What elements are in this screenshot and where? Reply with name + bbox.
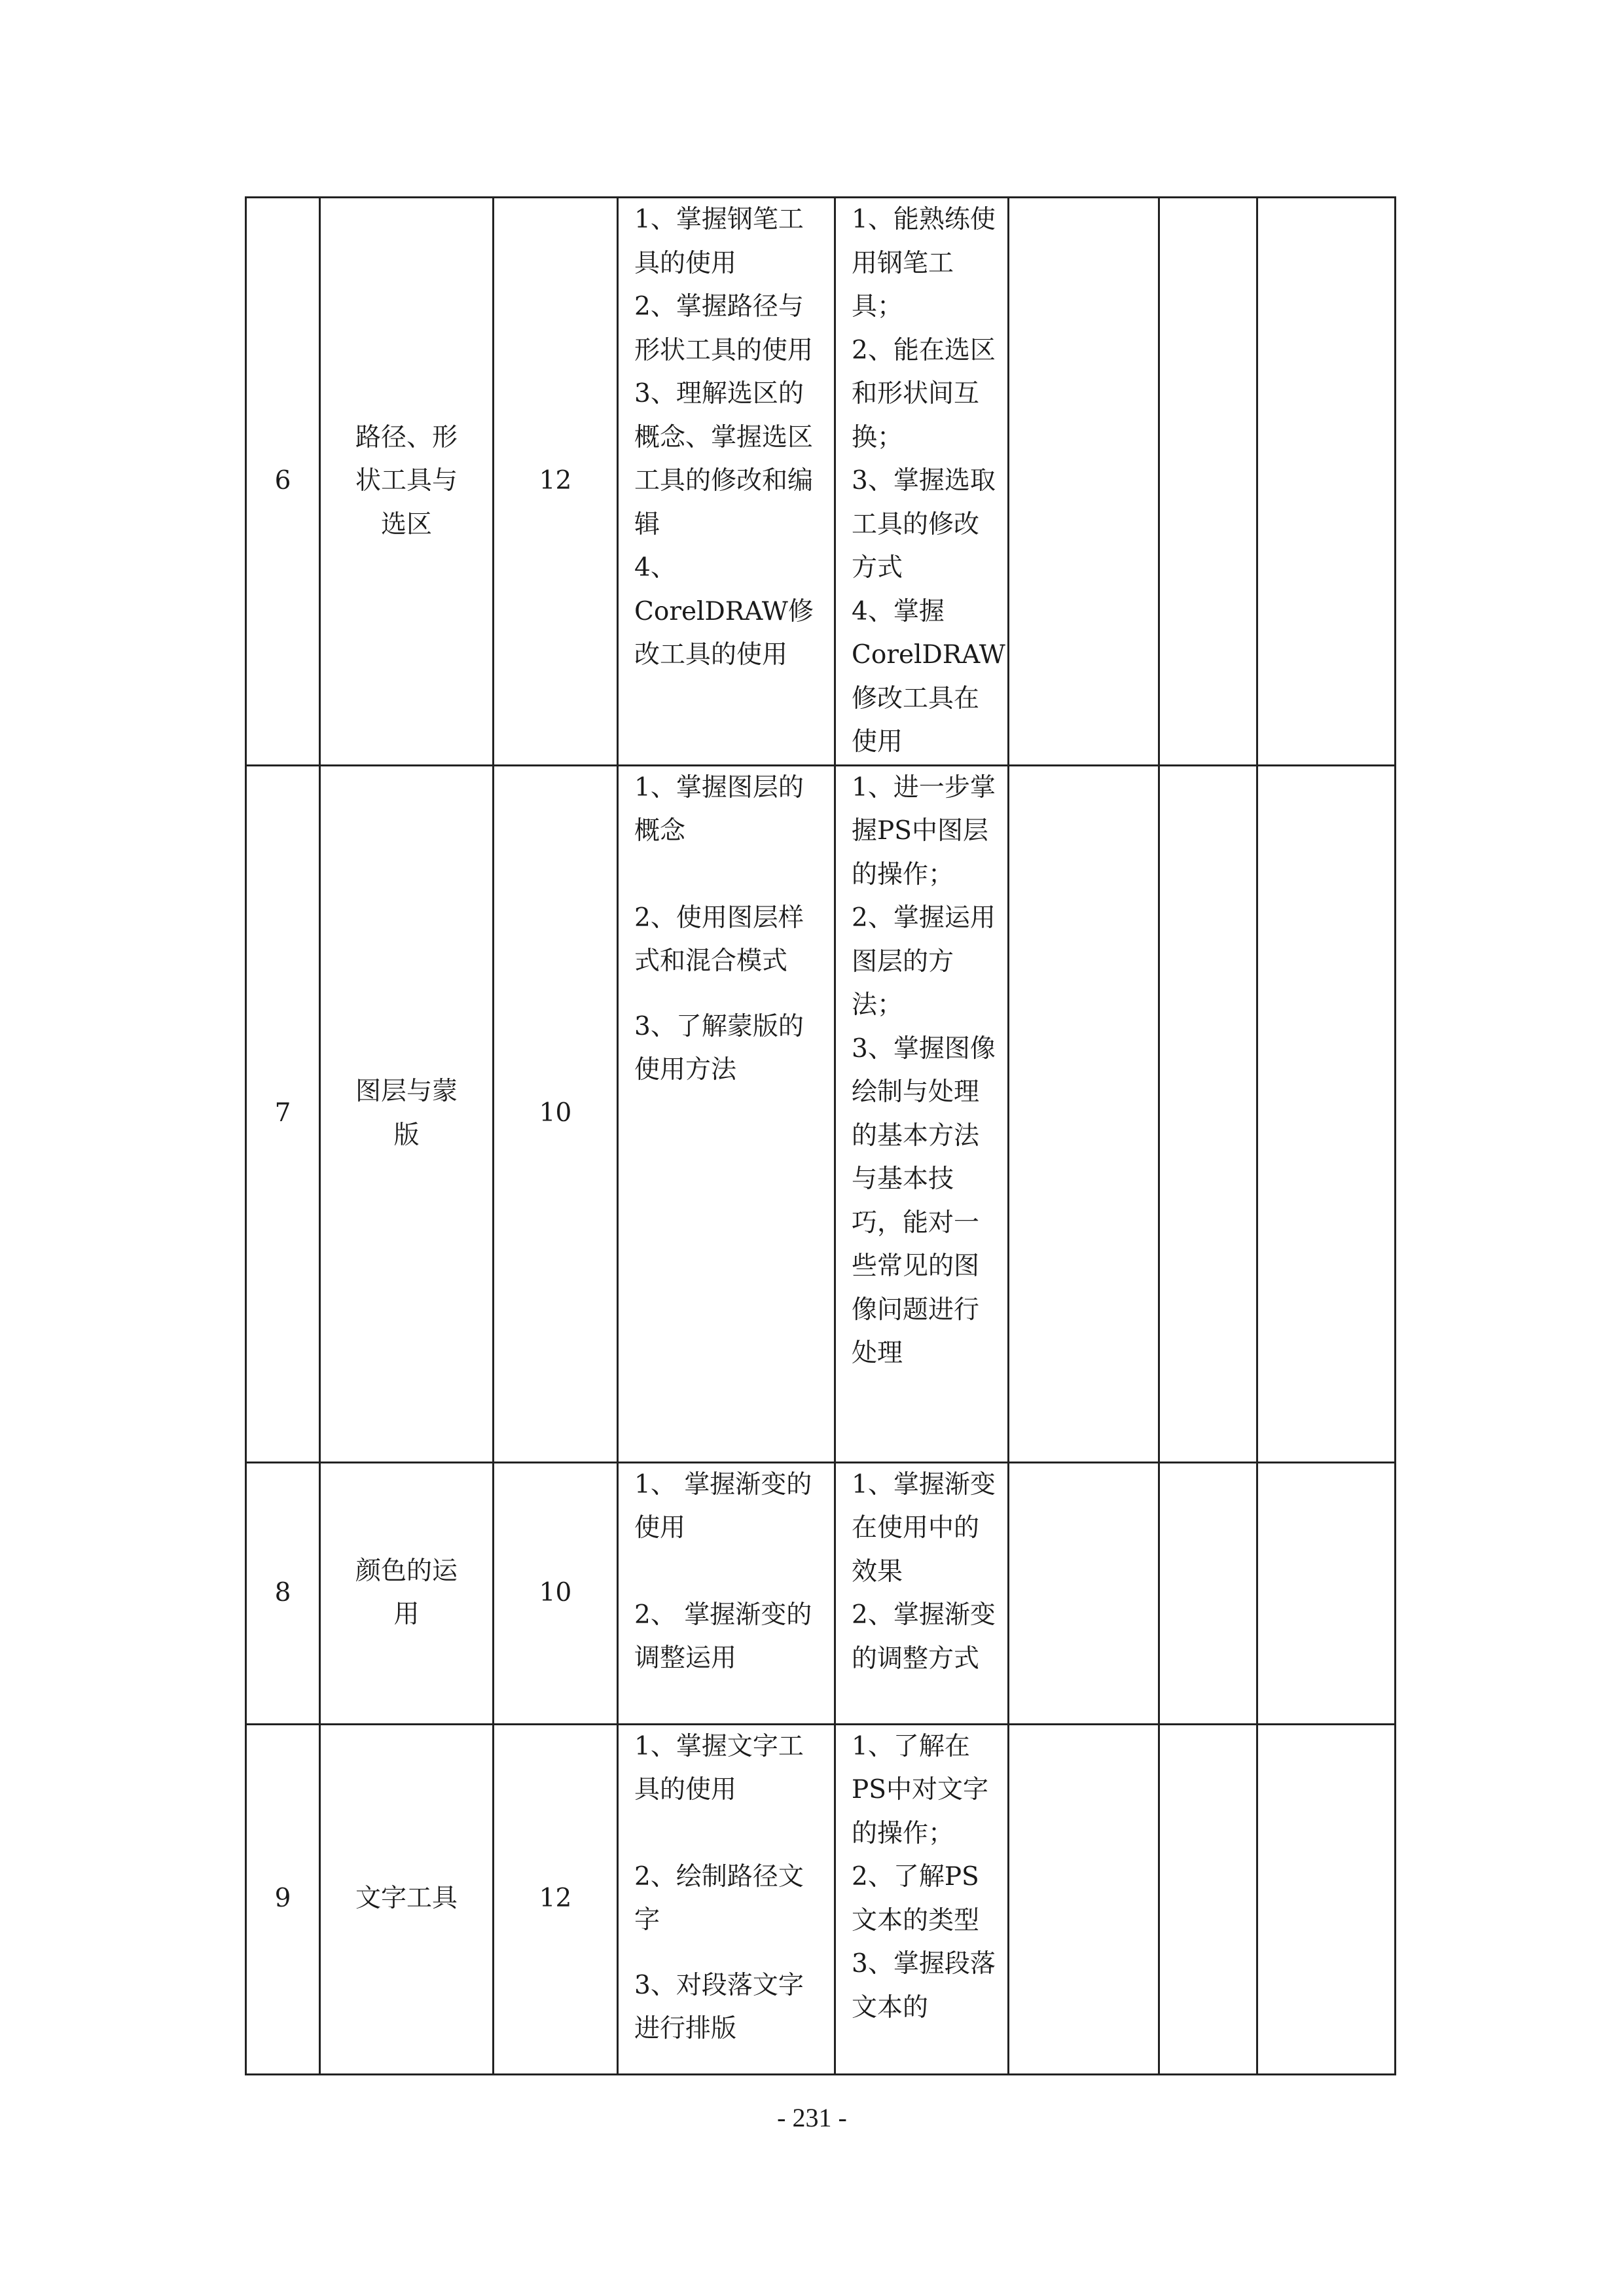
topic-text: 图层与蒙版 [355,1077,458,1150]
spacer [634,1812,822,1856]
table-row [246,1724,1396,2074]
knowledge-item: 3、了解蒙版的使用方法 [634,1011,804,1085]
hours-cell: 12 [494,198,618,766]
table-row [246,765,1396,1462]
spacer [634,1551,822,1594]
skill-item: 3、掌握段落文本的 [852,1949,996,2022]
course-table [245,196,1396,2075]
topic-cell [320,198,494,766]
page-number: - 231 - [777,2103,847,2132]
topic-text: 路径、形状工具与选区 [355,422,458,539]
knowledge-item: 3、对段落文字进行排版 [634,1970,804,2043]
topic-cell [320,1724,494,2074]
skill-item: 3、掌握图像绘制与处理的基本方法与基本技巧，能对一些常见的图像问题进行处理 [852,1033,996,1368]
empty-cell [1009,198,1159,766]
empty-cell [1009,765,1159,1462]
knowledge-item: 2、掌握路径与形状工具的使用 [634,292,814,365]
skill-item: 1、了解在PS中对文字的操作； [852,1731,988,1848]
empty-cell [1159,1462,1257,1724]
skill-item: 2、掌握渐变的调整方式 [852,1600,996,1674]
topic-text: 颜色的运用 [355,1556,458,1629]
topic-cell [320,765,494,1462]
skills-cell [835,198,1009,766]
skill-item: 1、进一步掌握PS中图层的操作； [852,772,996,889]
skill-item: 2、能在选区和形状间互换； [852,335,996,452]
knowledge-item: 2、使用图层样式和混合模式 [634,903,804,976]
knowledge-item: 4、CorelDRAW修改工具的使用 [634,553,814,670]
hours-cell: 10 [494,1462,618,1724]
empty-cell [1159,765,1257,1462]
table-row [246,1462,1396,1724]
skills-cell [835,1724,1009,2074]
skill-item: 4、掌握CorelDRAW修改工具在使用 [852,596,1005,757]
topic-cell [320,1462,494,1724]
empty-cell [1009,1724,1159,2074]
topic-text: 文字工具 [355,1884,458,1914]
knowledge-item: 2、绘制路径文字 [634,1861,804,1935]
empty-cell [1159,1724,1257,2074]
skill-item: 3、掌握选取工具的修改方式 [852,466,996,583]
hours-cell: 12 [494,1724,618,2074]
empty-cell [1009,1462,1159,1724]
row-number: 9 [246,1724,320,2074]
spacer [634,853,822,897]
empty-cell [1257,1724,1396,2074]
empty-cell [1257,1462,1396,1724]
empty-cell [1257,198,1396,766]
hours-cell: 10 [494,765,618,1462]
spacer [634,984,822,1005]
row-number: 7 [246,765,320,1462]
knowledge-item: 1、 掌握渐变的使用 [634,1469,812,1543]
knowledge-item: 2、 掌握渐变的调整运用 [634,1600,812,1673]
skills-cell [835,765,1009,1462]
knowledge-item: 3、理解选区的概念、掌握选区工具的修改和编辑 [634,379,814,539]
skill-item: 1、能熟练使用钢笔工具； [852,205,996,321]
knowledge-item: 1、掌握图层的概念 [634,772,804,846]
knowledge-cell [618,198,835,766]
row-number: 6 [246,198,320,766]
knowledge-cell [618,1724,835,2074]
table-row [246,198,1396,766]
skill-item: 2、了解PS文本的类型 [852,1862,980,1935]
empty-cell [1159,198,1257,766]
knowledge-cell [618,1462,835,1724]
skills-cell [835,1462,1009,1724]
row-number: 8 [246,1462,320,1724]
knowledge-cell [618,765,835,1462]
skill-item: 2、掌握运用图层的方法； [852,903,996,1020]
knowledge-item: 1、掌握文字工具的使用 [634,1731,804,1804]
knowledge-item: 1、掌握钢笔工具的使用 [634,205,804,278]
empty-cell [1257,765,1396,1462]
skill-item: 1、掌握渐变在使用中的效果 [852,1469,996,1587]
spacer [634,1943,822,1964]
